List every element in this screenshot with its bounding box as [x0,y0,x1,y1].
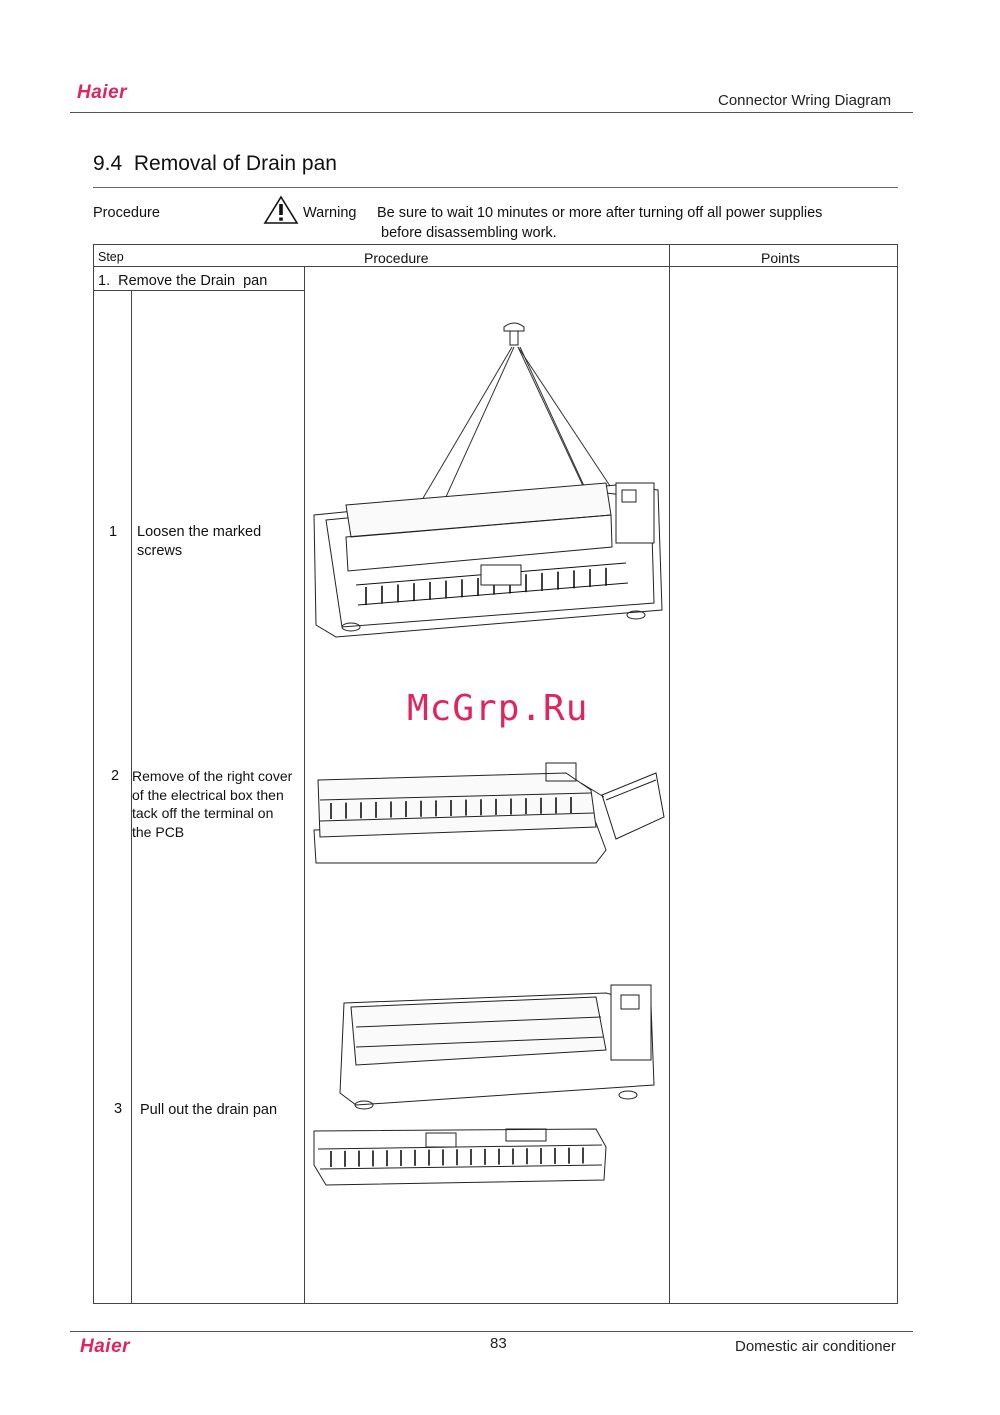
footer-doc-type: Domestic air conditioner [735,1338,896,1355]
warning-label: Warning [303,205,357,221]
step-3-number: 3 [114,1101,123,1117]
table-header-step: Step [98,250,124,264]
warning-triangle-icon [263,195,299,225]
header-doc-title: Connector Wring Diagram [718,92,892,109]
warning-line-1: Be sure to wait 10 minutes or more after turning off all power supplies [377,205,823,221]
footer-brand-logo: Haier [80,1336,131,1357]
step-2-illustration [306,755,670,875]
step-2-text [132,767,292,841]
section-title [93,152,337,176]
table-border-left [93,244,94,1304]
section-title-text: Removal of Drain pan [133,152,337,175]
section-rule [93,187,898,188]
step-3-text: Pull out the drain pan [140,1102,278,1118]
warning-line-2: before disassembling work. [381,225,557,241]
table-border-top [93,244,898,245]
step-1-line-1: Loosen the marked [137,524,262,540]
step-1-text [137,523,261,561]
watermark: McGrp.Ru [407,688,589,729]
table-group-title: 1. Remove the Drain pan [98,273,268,289]
table-header-points: Points [761,250,800,266]
screw-icon [504,323,524,345]
table-procedure-divider [304,266,305,1304]
step-2-number: 2 [111,768,120,784]
table-header-procedure: Procedure [364,250,429,266]
footer-rule [70,1331,913,1332]
page-number: 83 [490,1335,507,1352]
step-1-line-2: screws [137,543,183,559]
step-1-number: 1 [109,524,118,540]
step-2-line-4: the PCB [132,823,185,840]
header-brand-logo: Haier [77,82,128,103]
table-border-right [897,244,898,1304]
step-1-illustration [306,315,670,645]
step-3-illustration-unit [306,965,670,1115]
step-2-line-1: Remove of the right cover [132,768,293,784]
procedure-label: Procedure [93,205,160,221]
table-border-bottom [93,1303,898,1304]
step-2-line-2: of the electrical box then [132,786,284,803]
header-rule [70,112,913,113]
step-3-illustration-drain-pan [306,1125,670,1200]
section-number: 9.4 [93,152,123,175]
step-2-line-3: tack off the terminal on [132,805,274,821]
